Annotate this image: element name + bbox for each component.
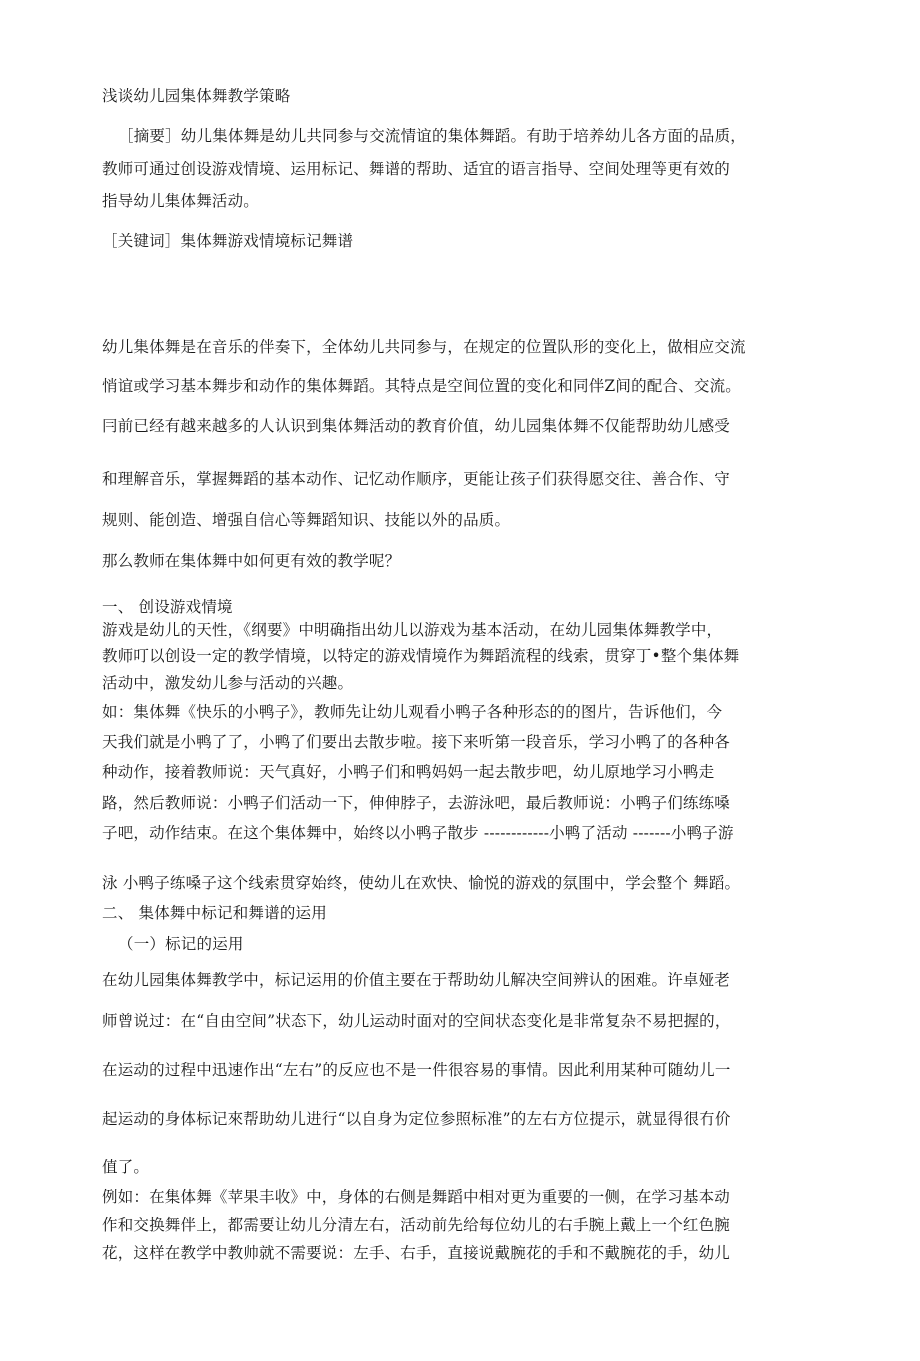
section-heading: 二、 集体舞中标记和舞谱的运用	[102, 904, 327, 922]
abstract-line: 指导幼儿集体舞活动。	[102, 192, 260, 210]
body-line: 作和交换舞伴上，都需要让幼儿分清左右，活动前先给每位幼儿的右手腕上戴上一个红色腕	[102, 1216, 731, 1234]
body-line: 在运动的过程中迅速作出“左右”的反应也不是一件很容易的事情。因此利用某种可随幼儿一	[102, 1061, 731, 1079]
intro-line: 和理解音乐，掌握舞蹈的基本动作、记忆动作顺序，更能让孩子们获得愿交往、善合作、守	[102, 470, 731, 488]
keywords-line: ［关键词］集体舞游戏情境标记舞谱	[102, 232, 354, 250]
body-line: 泳 小鸭子练嗓子这个线索贯穿始终，使幼儿在欢快、愉悦的游戏的氛围中，学会整个 舞蹈。	[102, 874, 741, 892]
intro-line: 那么教师在集体舞中如何更有效的教学呢？	[102, 552, 401, 570]
body-line: 如：集体舞《快乐的小鸭子》，教师先让幼儿观看小鸭子各种形态的的图片，告诉他们，今	[102, 703, 723, 721]
intro-line: 规则、能创造、增强自信心等舞蹈知识、技能以外的品质。	[102, 511, 511, 529]
intro-line: 幼儿集体舞是在音乐的伴奏下，全体幼儿共同参与，在规定的位置队形的变化上，做相应交流	[102, 338, 746, 356]
body-line: 起运动的身体标记來帮助幼儿进行“以自身为定位参照标准”的左右方位提示，就显得很冇价	[102, 1110, 731, 1128]
body-line: 教师叮以创设一定的教学情境，以特定的游戏情境作为舞蹈流程的线索，贯穿丁•整个集体舞	[102, 647, 740, 665]
document-title: 浅谈幼儿园集体舞教学策略	[102, 87, 291, 105]
body-line: 在幼儿园集体舞教学中，标记运用的价值主要在于帮助幼儿解决空间辨认的困难。许卓娅老	[102, 971, 731, 989]
subsection-heading: （一）标记的运用	[118, 935, 244, 953]
abstract-line: 教师可通过创设游戏情境、运用标记、舞谱的帮助、适宜的语言指导、空间处理等更有效的	[102, 160, 731, 178]
body-line: 活动中，激发幼儿参与活动的兴趣。	[102, 674, 354, 692]
body-line: 种动作，接着教师说：天气真好，小鸭子们和鸭妈妈一起去散步吧，幼儿原地学习小鸭走	[102, 763, 715, 781]
body-line: 子吧，动作结束。在这个集体舞中，始终以小鸭子散步 ------------小鸭了活动 -------小鸭子游	[102, 824, 734, 842]
body-line: 例如：在集体舞《苹果丰收》中，身体的右侧是舞蹈中相对更为重要的一侧，在学习基本动	[102, 1188, 731, 1206]
body-line: 游戏是幼儿的天性，《纲要》中明确指出幼儿以游戏为基本活动，在幼儿园集体舞教学中，	[102, 621, 723, 639]
section-heading: 一、 创设游戏情境	[102, 598, 233, 616]
body-line: 师曾说过：在“自由空间”状态下，幼儿运动时面对的空间状态变化是非常复杂不易把握的，	[102, 1012, 731, 1030]
intro-line: 冃前已经有越来越多的人认识到集体舞活动的教育价值，幼儿园集体舞不仅能帮助幼儿感受	[102, 417, 731, 435]
body-line: 路，然后教师说：小鸭子们活动一下，伸伸脖子，去游泳吧，最后教师说：小鸭子们练练嗓	[102, 794, 731, 812]
intro-line: 悄谊或学习基本舞步和动作的集体舞蹈。其特点是空间位置的变化和同伴Z间的配合、交流。	[102, 377, 741, 395]
body-line: 天我们就是小鸭了了，小鸭了们要出去散步啦。接下来听第一段音乐，学习小鸭了的各种各	[102, 733, 731, 751]
abstract-line: ［摘要］幼儿集体舞是幼儿共同参与交流情谊的集体舞蹈。有助于培养幼儿各方面的品质，	[118, 127, 747, 145]
body-line: 值了。	[102, 1158, 150, 1176]
body-line: 花，这样在教学中教帅就不需要说：左手、右手，直接说戴腕花的手和不戴腕花的手，幼儿	[102, 1244, 731, 1262]
